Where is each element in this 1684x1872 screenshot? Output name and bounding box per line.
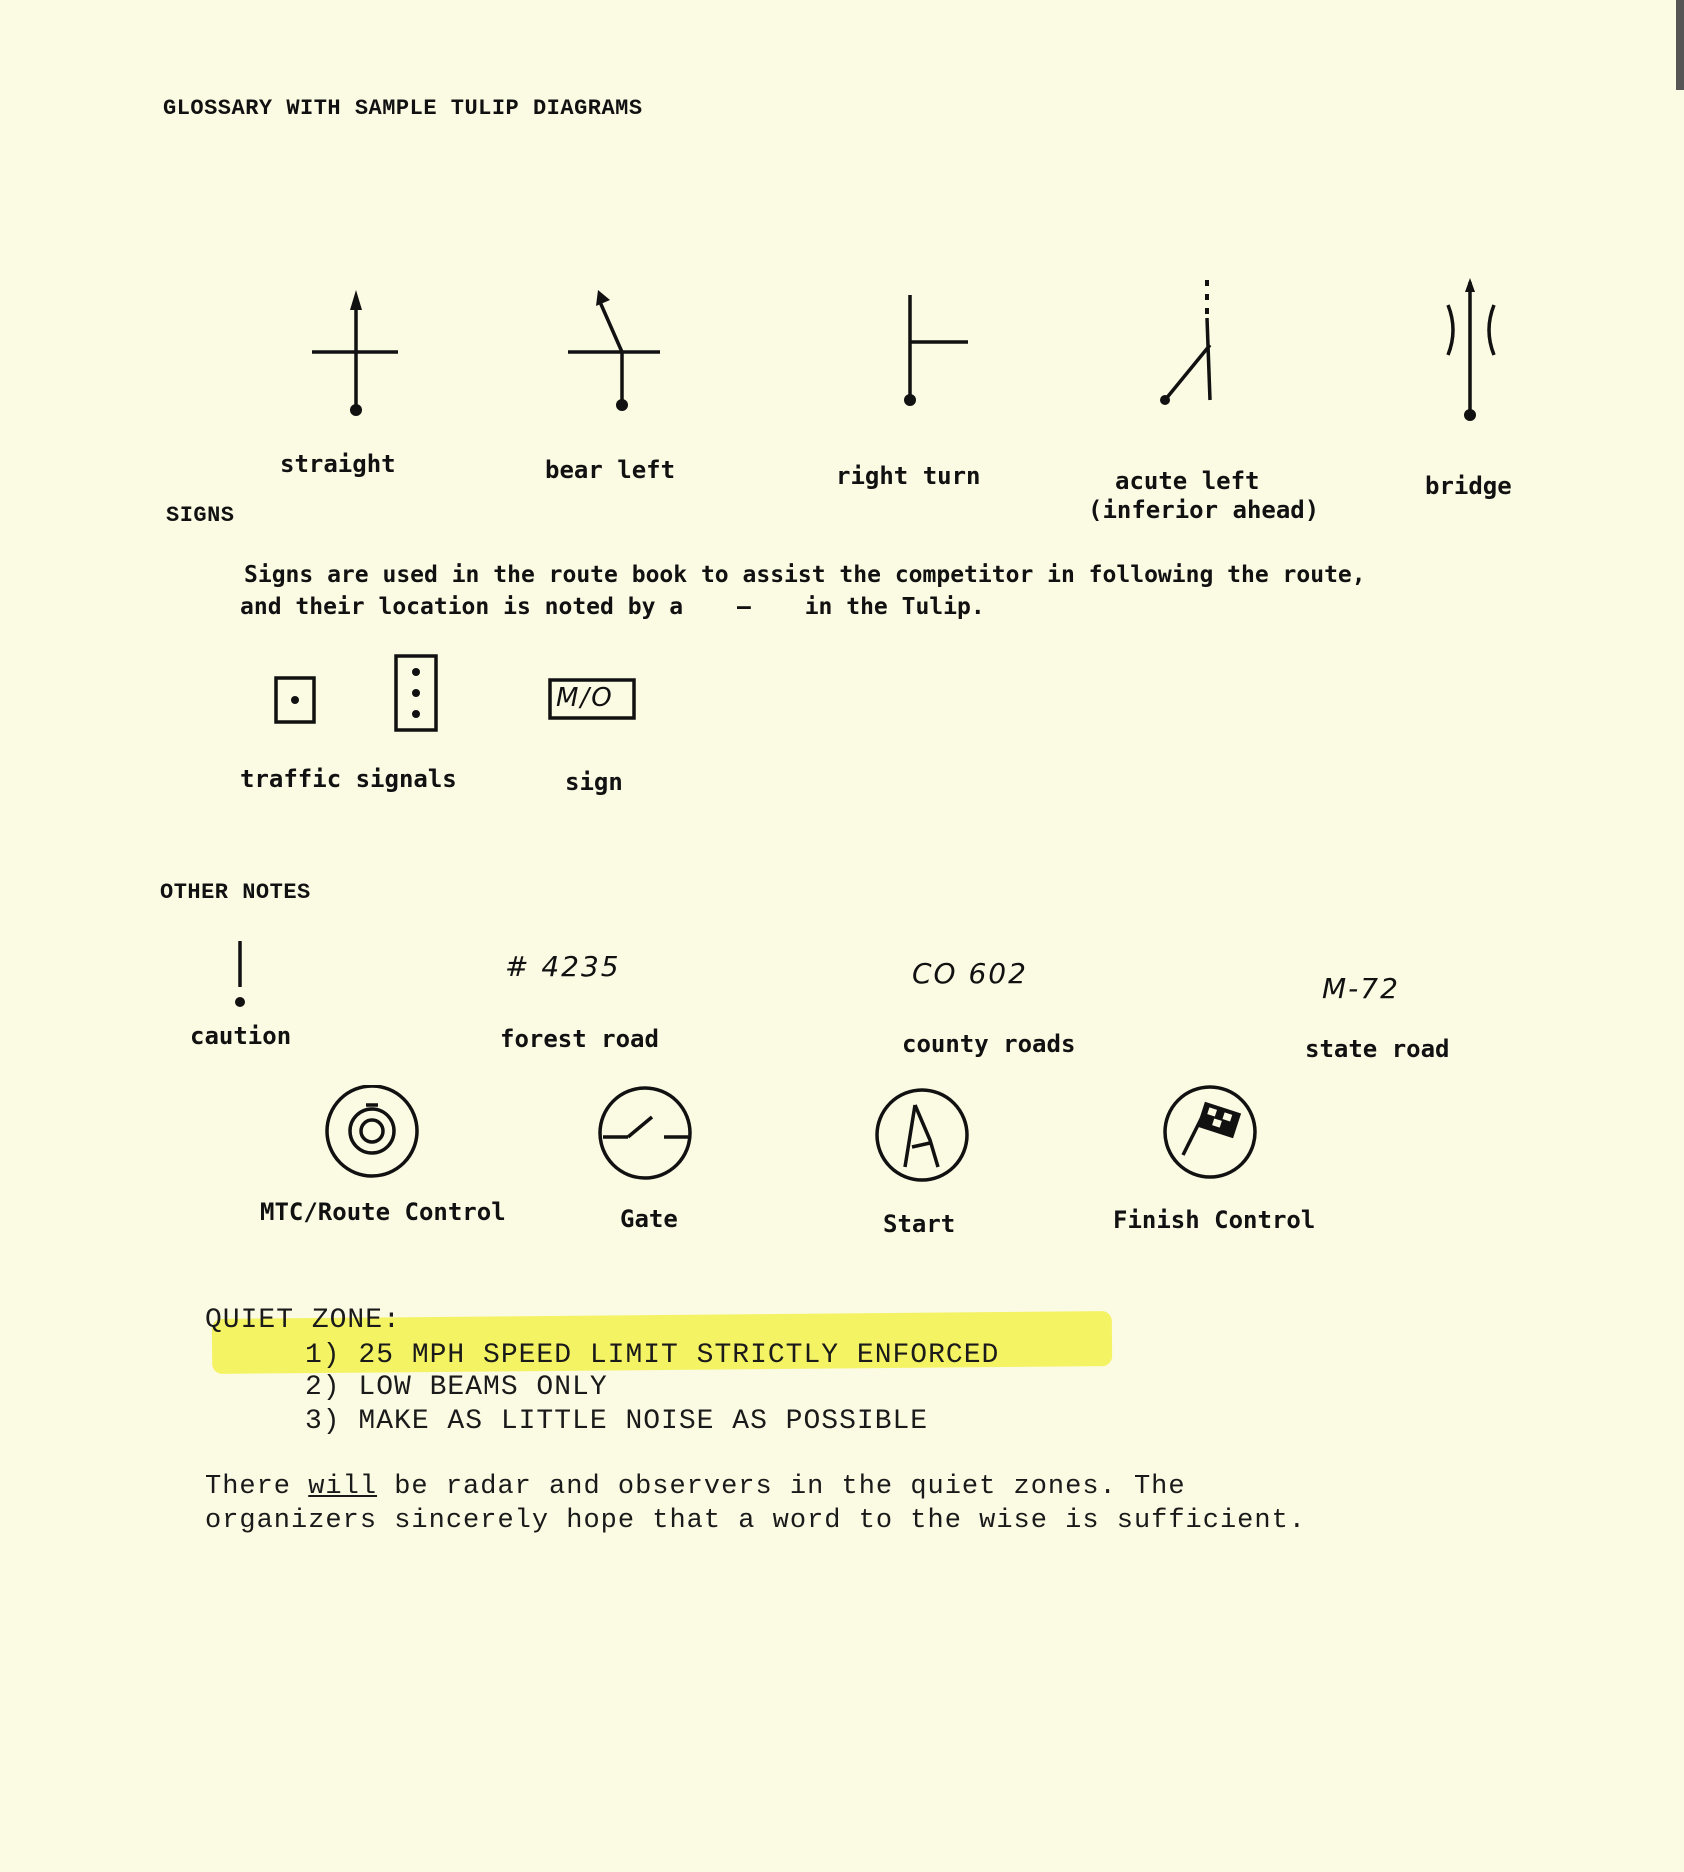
caution-label: caution [190, 1022, 292, 1050]
quiet-zone-item-1: 1) 25 MPH SPEED LIMIT STRICTLY ENFORCED [305, 1340, 1000, 1371]
tulip-label-inferior-ahead: (inferior ahead) [1088, 496, 1320, 524]
straight-tulip-icon [312, 290, 398, 416]
sign-box-text: M/O [556, 683, 614, 713]
page-title: GLOSSARY WITH SAMPLE TULIP DIAGRAMS [163, 96, 643, 121]
quiet-zone-item-2: 2) LOW BEAMS ONLY [305, 1372, 608, 1403]
closing-line-2: organizers sincerely hope that a word to the wise is sufficient. [205, 1506, 1306, 1536]
control-symbols [0, 1085, 1684, 1195]
gate-icon [600, 1088, 690, 1178]
tulip-label-bridge: bridge [1425, 472, 1512, 500]
sign-label: sign [565, 768, 623, 796]
start-icon [877, 1090, 967, 1180]
closing-line-1 [205, 1472, 1186, 1502]
other-notes-heading: OTHER NOTES [160, 880, 311, 905]
tulip-label-acute-left: acute left [1115, 467, 1260, 495]
closing-line-1-end: be radar and observers in the quiet zones. The [377, 1472, 1186, 1502]
page-edge [1676, 0, 1684, 90]
bear-left-tulip-icon [568, 290, 660, 411]
emphasis-will: will [308, 1472, 378, 1502]
traffic-signals-label: traffic signals [240, 765, 457, 793]
state-road-number: M-72 [1322, 972, 1400, 1005]
county-road-number: CO 602 [912, 957, 1028, 990]
signs-paragraph-line1: Signs are used in the route book to assist the competitor in following the route, [244, 562, 1366, 588]
right-turn-tulip-icon [904, 295, 968, 406]
state-road-label: state road [1305, 1035, 1450, 1063]
closing-line-1-start: There [205, 1472, 309, 1502]
signs-paragraph-text: and their location is noted by a [240, 594, 684, 620]
caution-icon [220, 935, 260, 1015]
gate-label: Gate [620, 1205, 678, 1233]
county-road-label: county roads [902, 1030, 1076, 1058]
acute-left-tulip-icon [1160, 280, 1210, 405]
quiet-zone-item-3: 3) MAKE AS LITTLE NOISE AS POSSIBLE [305, 1406, 929, 1437]
tulip-diagrams [0, 270, 1684, 440]
tulip-label-right-turn: right turn [836, 462, 981, 490]
signs-paragraph-end: in the Tulip. [804, 594, 985, 620]
bridge-tulip-icon [1448, 278, 1494, 421]
traffic-signal-single-icon [276, 678, 314, 722]
mtc-route-control-label: MTC/Route Control [260, 1198, 506, 1226]
traffic-signal-triple-icon [396, 656, 436, 730]
finish-control-label: Finish Control [1113, 1206, 1316, 1234]
forest-road-number: # 4235 [505, 950, 621, 983]
tulip-label-bear-left: bear left [545, 456, 676, 484]
mtc-route-control-icon [327, 1086, 417, 1176]
quiet-zone-heading: QUIET ZONE: [205, 1305, 401, 1336]
tulip-dash-symbol: — [736, 594, 751, 620]
start-label: Start [883, 1210, 956, 1238]
tulip-label-straight: straight [280, 450, 396, 478]
forest-road-label: forest road [500, 1025, 659, 1053]
signs-heading: SIGNS [166, 503, 235, 528]
finish-control-icon [1165, 1087, 1255, 1177]
signs-paragraph-line2 [240, 594, 985, 620]
